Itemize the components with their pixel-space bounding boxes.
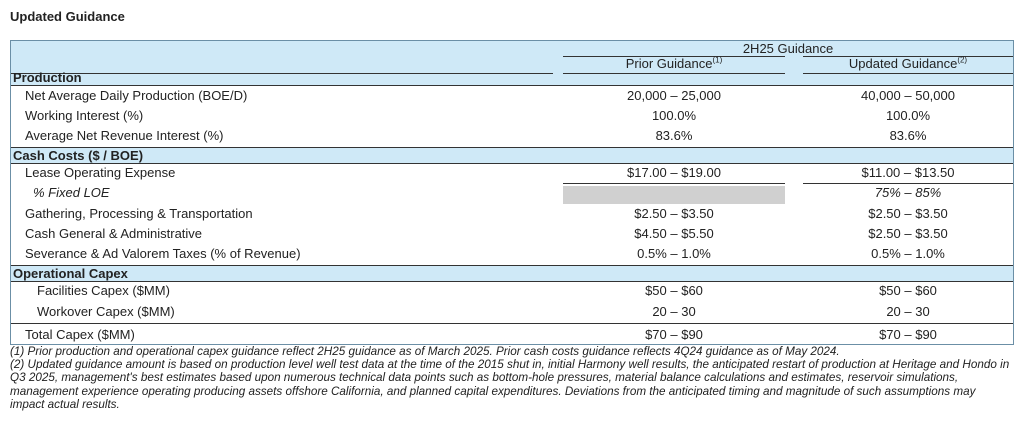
row-label: Cash General & Administrative xyxy=(25,226,203,241)
table-row xyxy=(11,126,1013,146)
prior-value: 20,000 – 25,000 xyxy=(627,88,721,103)
table-row xyxy=(11,281,1013,301)
updated-value: 40,000 – 50,000 xyxy=(861,88,955,103)
guidance-table xyxy=(10,40,1014,345)
footnotes xyxy=(10,345,1010,411)
period-header: 2H25 Guidance xyxy=(742,41,834,56)
table-row xyxy=(11,302,1013,322)
not-applicable-cell xyxy=(563,186,785,204)
updated-value: $11.00 – $13.50 xyxy=(861,165,955,180)
updated-value: 100.0% xyxy=(885,108,931,123)
row-label: Workover Capex ($MM) xyxy=(37,304,175,319)
row-label: Total Capex ($MM) xyxy=(25,327,135,342)
table-row xyxy=(11,183,1013,203)
table-row xyxy=(11,204,1013,224)
row-label: Average Net Revenue Interest (%) xyxy=(25,128,224,143)
prior-value: 83.6% xyxy=(655,128,693,143)
section-cash-costs: Cash Costs ($ / BOE) xyxy=(11,148,1013,163)
table-row xyxy=(11,106,1013,126)
updated-value: 83.6% xyxy=(889,128,927,143)
updated-value: $2.50 – $3.50 xyxy=(868,226,948,241)
section-operational-capex: Operational Capex xyxy=(11,266,1013,281)
table-row xyxy=(11,86,1013,106)
table-row xyxy=(11,163,1013,183)
total-rule xyxy=(11,323,1013,324)
updated-value: 20 – 30 xyxy=(886,304,930,319)
row-label: % Fixed LOE xyxy=(33,185,110,200)
table-row xyxy=(11,325,1013,345)
section-production: Production xyxy=(13,70,82,85)
footnote-2: (2) Updated guidance amount is based on production level well test data at the time of the 2015 shut in, initial Harmony well results, the anticipated restart of production at Heritage and Hondo in Q3 2025, management's best estimates based upon numerous technical data points such as bottom-hole pressures, material balance calculations and estimates, reservoir simulations, management experience operating producing assets offshore California, and planned capital expenditures. Deviations from the anticipated timing and magnitude of such assumptions may impact actual results. xyxy=(10,358,1010,411)
prior-value: $2.50 – $3.50 xyxy=(634,206,714,221)
row-label: Net Average Daily Production (BOE/D) xyxy=(25,88,248,103)
prior-value: $70 – $90 xyxy=(645,327,703,342)
updated-guidance-header: Updated Guidance$^{(2)}$ xyxy=(848,55,968,71)
prior-value: $50 – $60 xyxy=(645,283,703,298)
prior-value: 20 – 30 xyxy=(652,304,696,319)
prior-value: 100.0% xyxy=(651,108,697,123)
row-label: Lease Operating Expense xyxy=(25,165,176,180)
prior-value: $17.00 – $19.00 xyxy=(627,165,721,180)
updated-value: 75% – 85% xyxy=(874,185,942,200)
updated-value: $50 – $60 xyxy=(879,283,937,298)
row-label: Facilities Capex ($MM) xyxy=(37,283,170,298)
updated-value: $70 – $90 xyxy=(879,327,937,342)
prior-value: $4.50 – $5.50 xyxy=(634,226,714,241)
table-row xyxy=(11,244,1013,264)
prior-guidance-header: Prior Guidance$^{(1)}$ xyxy=(625,55,723,71)
page-title: Updated Guidance xyxy=(10,9,125,24)
row-label: Severance & Ad Valorem Taxes (% of Revenue) xyxy=(25,246,301,261)
footnote-1: (1) Prior production and operational capex guidance reflect 2H25 guidance as of March 2025. Prior cash costs guidance reflects 4Q24 guidance as of May 2024. xyxy=(10,345,840,358)
row-label: Working Interest (%) xyxy=(25,108,144,123)
updated-value: 0.5% – 1.0% xyxy=(871,246,945,261)
updated-value: $2.50 – $3.50 xyxy=(868,206,948,221)
table-row xyxy=(11,224,1013,244)
row-label: Gathering, Processing & Transportation xyxy=(25,206,253,221)
prior-value: 0.5% – 1.0% xyxy=(637,246,711,261)
